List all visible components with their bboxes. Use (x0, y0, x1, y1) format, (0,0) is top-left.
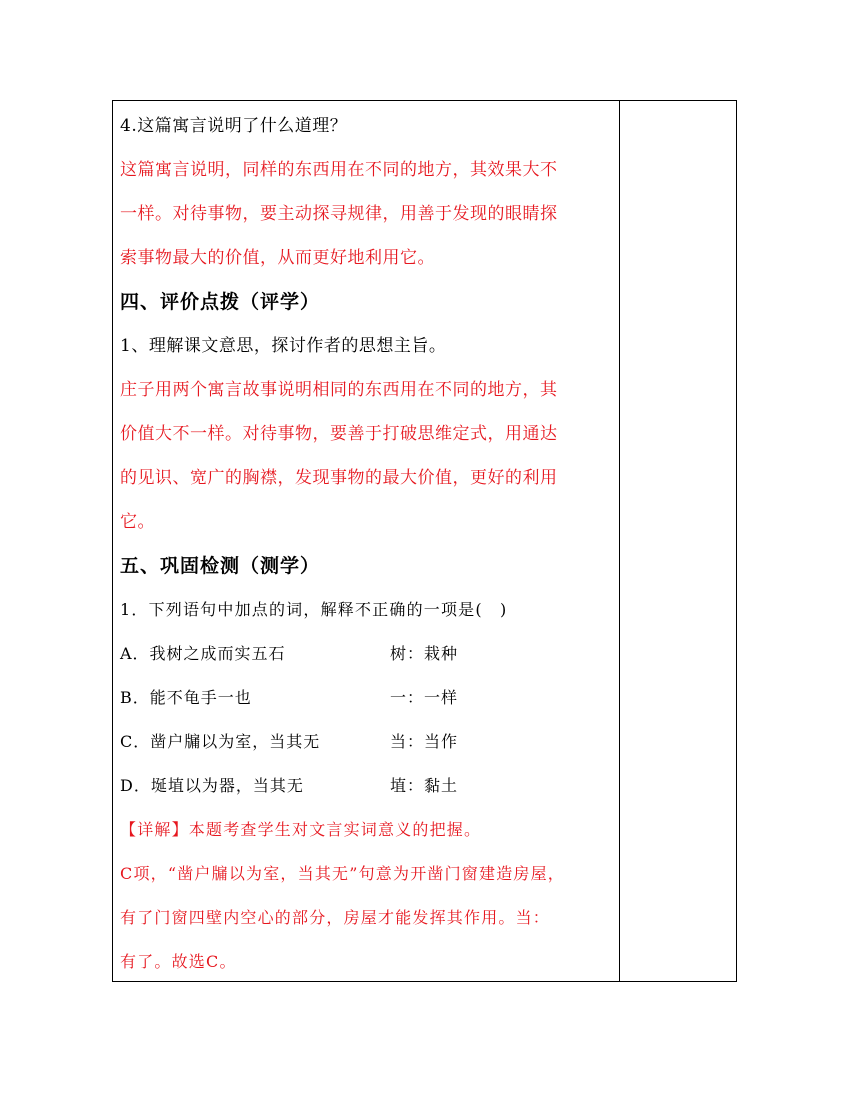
section4-answer-line: 庄子用两个寓言故事说明相同的东西用在不同的地方，其 (120, 380, 558, 400)
section5-heading: 五、巩固检测（测学） (120, 555, 321, 577)
explain-line: 【详解】本题考查学生对文言实词意义的把握。 (120, 820, 482, 839)
option-d (120, 771, 615, 815)
explain-line: 有了门窗四壁内空心的部分，房屋才能发挥其作用。当： (120, 908, 551, 927)
option-gloss: 一：一样 (390, 688, 459, 707)
q4-question: 4.这篇寓言说明了什么道理？ (120, 116, 348, 136)
option-b (120, 683, 615, 727)
main-cell (120, 111, 615, 991)
lesson-table (112, 100, 737, 982)
option-gloss: 树：栽种 (390, 644, 459, 663)
option-gloss: 当：当作 (390, 732, 459, 751)
option-text: B．能不龟手一也 (120, 688, 252, 707)
q4-answer-line: 这篇寓言说明，同样的东西用在不同的地方，其效果大不 (120, 160, 558, 180)
option-gloss: 埴：黏土 (390, 776, 459, 795)
q4-answer-line: 一样。对待事物，要主动探寻规律，用善于发现的眼睛探 (120, 204, 558, 224)
option-c (120, 727, 615, 771)
section4-answer-line: 的见识、宽广的胸襟，发现事物的最大价值，更好的利用 (120, 468, 558, 488)
section4-answer-line: 它。 (120, 512, 155, 532)
explain-line: C项，“凿户牖以为室，当其无”句意为开凿门窗建造房屋， (120, 864, 566, 883)
q4-answer-line: 索事物最大的价值，从而更好地利用它。 (120, 248, 435, 268)
option-text: C．凿户牖以为室，当其无 (120, 732, 321, 751)
option-text: D．埏埴以为器，当其无 (120, 776, 304, 795)
section4-answer-line: 价值大不一样。对待事物，要善于打破思维定式，用通达 (120, 424, 558, 444)
section4-heading: 四、评价点拨（评学） (120, 291, 321, 313)
section4-question: 1、理解课文意思，探讨作者的思想主旨。 (120, 336, 447, 356)
explain-line: 有了。故选C。 (120, 952, 237, 971)
column-divider (619, 101, 620, 981)
section5-question: 1．下列语句中加点的词，解释不正确的一项是( ) (120, 600, 508, 619)
option-a (120, 639, 615, 683)
option-text: A．我树之成而实五石 (120, 644, 286, 663)
